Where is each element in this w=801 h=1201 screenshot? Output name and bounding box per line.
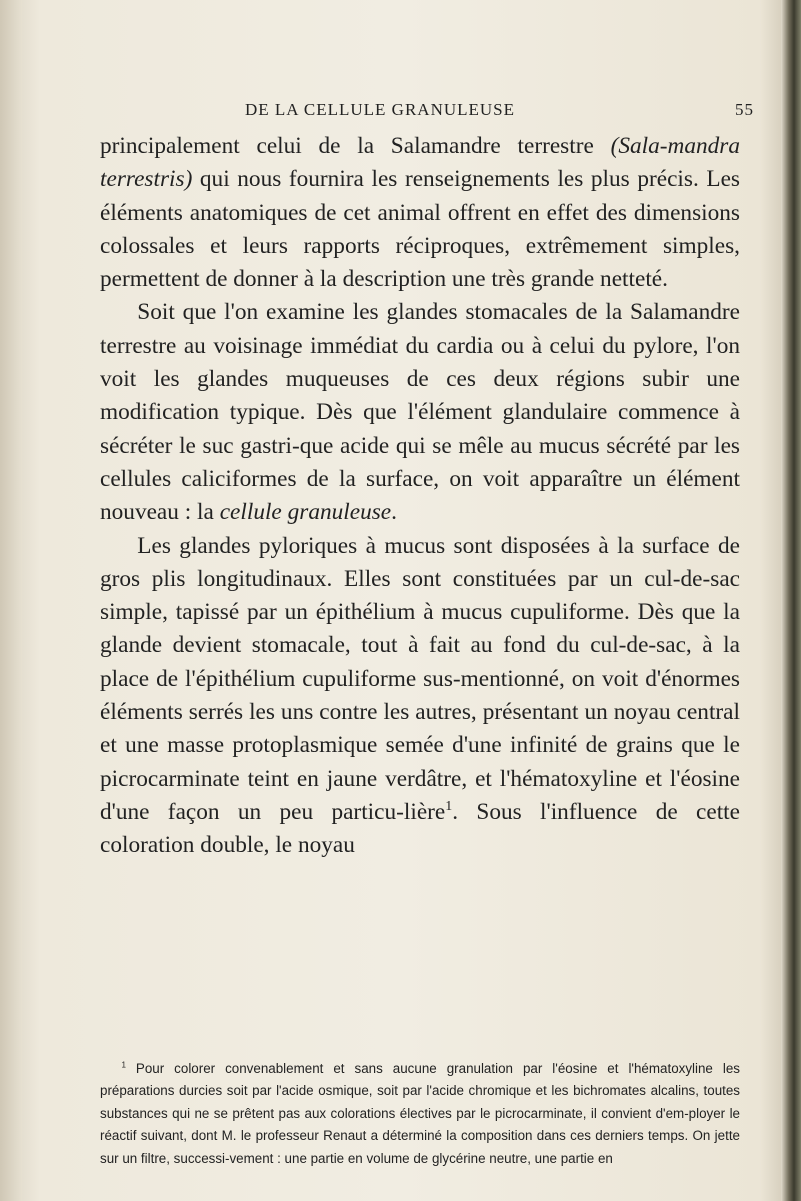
paragraph-2	[100, 296, 740, 529]
paragraph-1	[100, 130, 740, 296]
footnote-text: Pour colorer convenablement et sans aucune granulation par l'éosine et l'hématoxyline les préparations durcies soit par l'acide osmique, soit par l'acide chromique et les bichromates alcalins, toutes substances qui ne se prêtent pas aux colorations électives par le picrocarminate, il convient d'em-ployer le réactif suivant, dont M. le professeur Renaut a déterminé la composition dans ces derniers temps. On jette sur un filtre, successi-vement : une partie en volume de glycérine neutre, une partie en	[100, 1061, 740, 1166]
text-run: principalement celui de la Salamandre terrestre	[100, 133, 611, 159]
italic-term: (Sala-mandra terrestris)	[100, 133, 740, 193]
page-header	[0, 100, 801, 126]
main-text	[100, 130, 740, 863]
text-run: Les glandes pyloriques à mucus sont disposées à la surface de gros plis longitudinaux. Elles sont constituées par un cul-de-sac simple, tapissé par un épithélium à mucus cupuliforme. Dès que la glande devient stomacale, tout à fait au fond du cul-de-sac, à la place de l'épithélium cupuliforme sus-mentionné, on voit d'énormes éléments serrés les uns contre les autres, présentant un noyau central et une masse protoplasmique semée d'une infinité de grains que le picrocarminate teint en jaune verdâtre, et l'hématoxyline et l'éosine d'une façon un peu particu-lière	[100, 532, 740, 825]
footnote	[100, 1058, 740, 1170]
text-run: qui nous fournira les renseignements les plus précis. Les éléments anatomiques de cet animal offrent en effet des dimensions colossales et leurs rapports réciproques, extrêmement simples, permettent de donner à la description une très grande netteté.	[100, 166, 740, 293]
page-number: 55	[735, 100, 754, 119]
text-run: Soit que l'on examine les glandes stomacales de la Salamandre terrestre au voisinage immédiat du cardia ou à celui du pylore, l'on voit les glandes muqueuses de ces deux régions subir une modification typique. Dès que l'élément glandulaire commence à sécréter le suc gastri-que acide qui se mêle au mucus sécrété par les cellules caliciformes de la surface, on voit apparaître un élément nouveau : la	[100, 299, 740, 526]
text-run: .	[391, 499, 397, 526]
running-title: DE LA CELLULE GRANULEUSE	[245, 100, 516, 119]
italic-term: cellule granuleuse	[219, 499, 392, 526]
book-binding-edge	[781, 0, 801, 1201]
paragraph-3	[100, 530, 740, 863]
footnote-reference: 1	[445, 799, 453, 815]
footnote-mark: 1	[121, 1060, 126, 1070]
page-left-edge	[0, 0, 22, 1201]
text-run: . Sous l'influence de cette coloration double, le noyau	[100, 798, 740, 859]
